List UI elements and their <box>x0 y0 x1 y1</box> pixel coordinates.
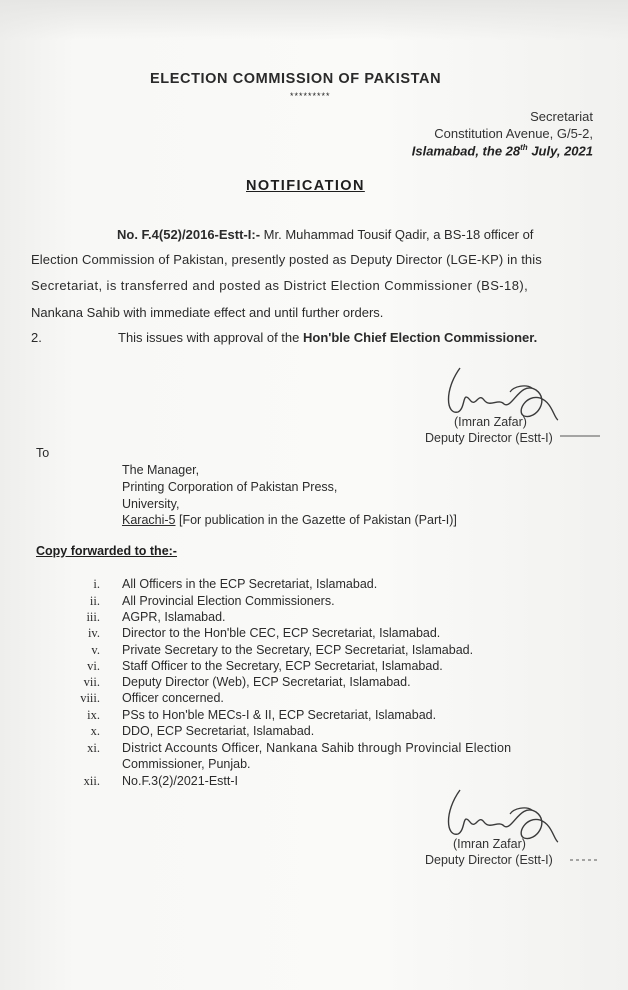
list-item-text: All Officers in the ECP Secretariat, Islamabad. <box>122 577 378 591</box>
list-item-number: vii. <box>83 675 100 689</box>
list-item-number: i. <box>93 577 100 591</box>
body-line-1-text: Mr. Muhammad Tousif Qadir, a BS-18 officer of <box>260 227 534 242</box>
addressee-line-1: The Manager, <box>122 463 200 477</box>
paragraph-2-text: This issues with approval of the <box>118 330 303 345</box>
list-item-text: Deputy Director (Web), ECP Secretariat, Islamabad. <box>122 675 411 689</box>
date-prefix: Islamabad, the 28 <box>411 143 521 159</box>
signature-2-name: (Imran Zafar) <box>453 837 526 851</box>
paragraph-2-number: 2. <box>31 330 42 345</box>
list-item-text: Officer concerned. <box>122 691 224 705</box>
signature-1-designation: Deputy Director (Estt-I) <box>425 431 553 445</box>
list-item-number: xii. <box>83 774 100 788</box>
page-shadow <box>0 0 628 40</box>
address-line-2: Constitution Avenue, G/5-2, <box>434 126 593 141</box>
signature-2-tail <box>570 858 610 864</box>
list-item-number: iii. <box>86 610 100 624</box>
addressee-city: Karachi-5 <box>122 513 176 527</box>
signature-1-name: (Imran Zafar) <box>454 415 527 429</box>
list-item-text: Commissioner, Punjab. <box>122 757 251 771</box>
organization-heading: ELECTION COMMISSION OF PAKISTAN <box>150 71 442 87</box>
addressee-line-2: Printing Corporation of Pakistan Press, <box>122 480 338 494</box>
list-item-number: viii. <box>80 691 100 705</box>
paragraph-2 <box>118 330 537 345</box>
list-item-text: PSs to Hon'ble MECs-I & II, ECP Secretariat, Islamabad. <box>122 708 437 722</box>
to-label: To <box>36 446 50 460</box>
addressee-line-3: University, <box>122 497 180 511</box>
list-item-text: No.F.3(2)/2021-Estt-I <box>122 774 239 788</box>
list-item-number: ii. <box>89 594 100 608</box>
paragraph-2-authority: Hon'ble Chief Election Commissioner. <box>302 330 538 345</box>
date-rest: July, 2021 <box>527 143 593 159</box>
reference-number: No. F.4(52)/2016-Estt-I:- <box>117 227 261 242</box>
signature-1-tail <box>560 434 610 440</box>
body-line-3: Secretariat, is transferred and posted as District Election Commissioner (BS-18), <box>31 278 529 293</box>
list-item-text: Director to the Hon'ble CEC, ECP Secretariat, Islamabad. <box>122 626 441 640</box>
address-date <box>412 143 593 158</box>
list-item-text: Staff Officer to the Secretary, ECP Secretariat, Islamabad. <box>122 659 443 673</box>
date-suffix: th <box>520 143 528 152</box>
notification-title: NOTIFICATION <box>246 178 365 194</box>
list-item-number: ix. <box>87 708 100 722</box>
list-item-text: All Provincial Election Commissioners. <box>122 594 335 608</box>
addressee-line-4 <box>122 513 457 527</box>
body-line-2: Election Commission of Pakistan, presently posted as Deputy Director (LGE-KP) in this <box>31 252 542 267</box>
list-item-text: Private Secretary to the Secretary, ECP Secretariat, Islamabad. <box>122 643 474 657</box>
list-item-text: DDO, ECP Secretariat, Islamabad. <box>122 724 315 738</box>
list-item-number: x. <box>90 724 100 738</box>
list-item-number: vi. <box>87 659 100 673</box>
list-item-number: xi. <box>87 741 100 755</box>
heading-ornament: ********* <box>290 91 331 101</box>
body-line-1 <box>117 227 533 242</box>
address-line-1: Secretariat <box>530 109 593 124</box>
addressee-note: [For publication in the Gazette of Pakistan (Part-I)] <box>175 513 457 527</box>
body-line-4: Nankana Sahib with immediate effect and until further orders. <box>31 305 384 320</box>
list-item-number: v. <box>91 643 100 657</box>
list-item-text: District Accounts Officer, Nankana Sahib through Provincial Election <box>122 741 512 755</box>
signature-2-designation: Deputy Director (Estt-I) <box>425 853 553 867</box>
list-item-number: iv. <box>87 626 100 640</box>
copy-forwarded-title: Copy forwarded to the:- <box>36 544 177 558</box>
list-item-text: AGPR, Islamabad. <box>122 610 226 624</box>
